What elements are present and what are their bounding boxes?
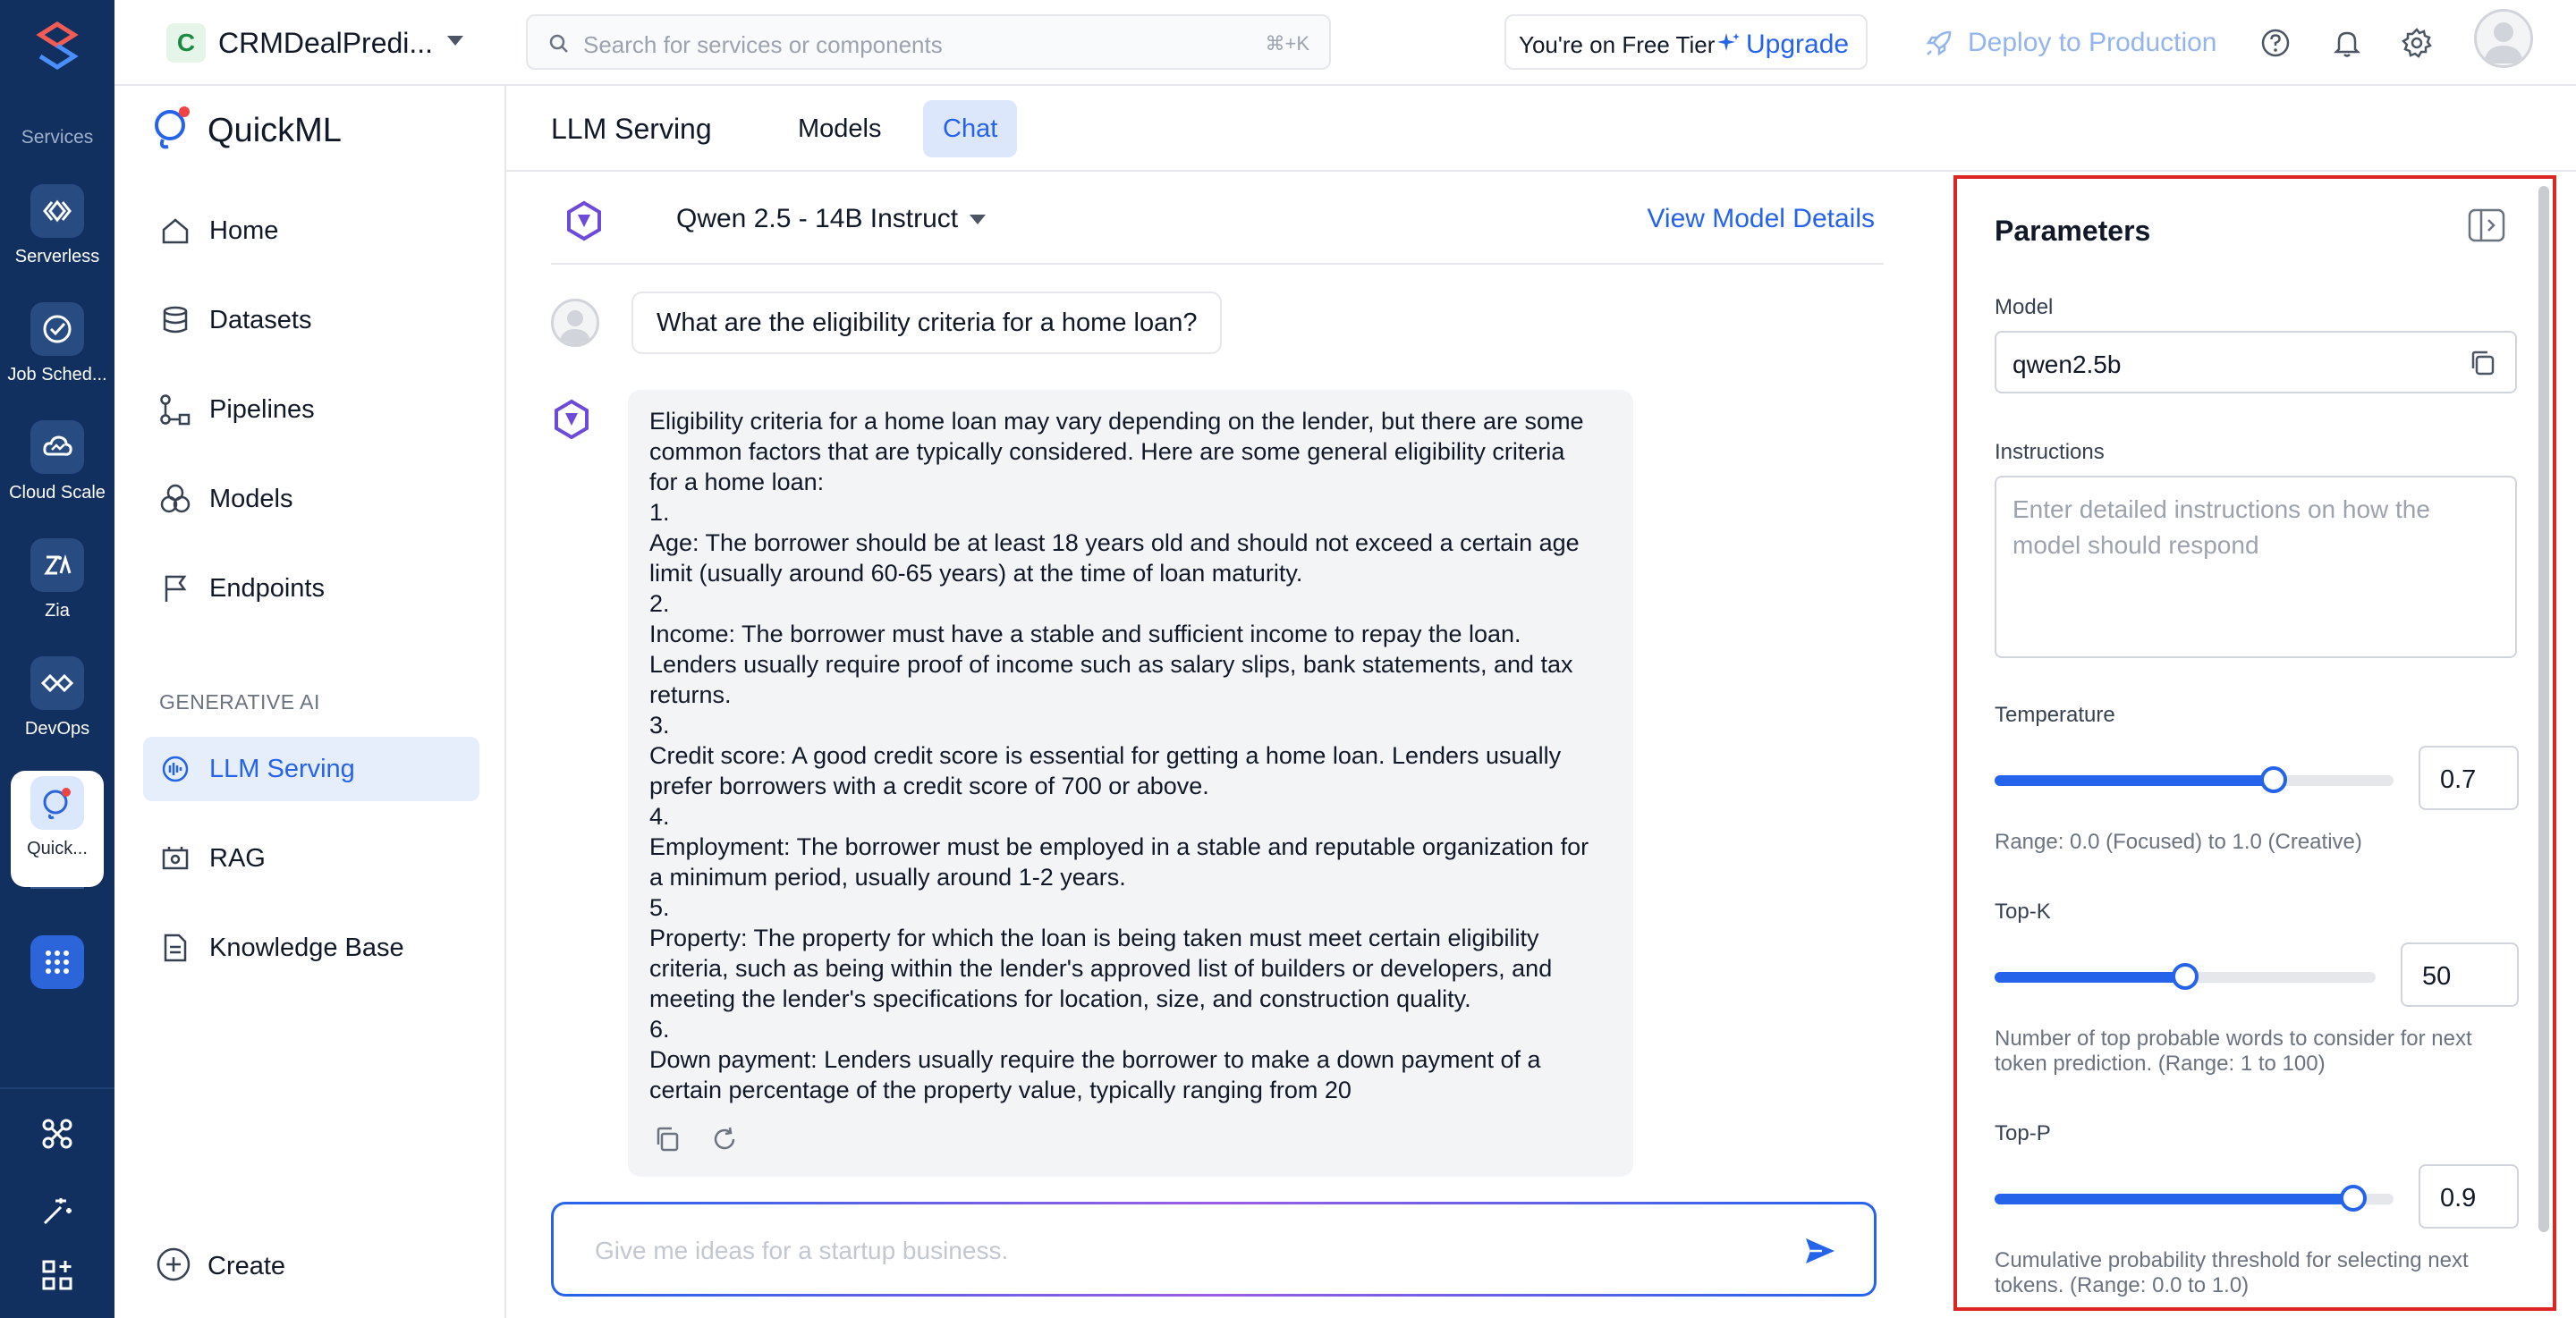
bell-icon[interactable] (2327, 23, 2367, 63)
assistant-message-line: Down payment: Lenders usually require the borrower to make a down payment of a (649, 1046, 1541, 1073)
user-avatar[interactable] (2474, 9, 2533, 68)
assistant-message-line: for a home loan: (649, 469, 825, 495)
rail-item-label: Quick... (27, 839, 88, 858)
model-selector-bar (551, 173, 1884, 265)
user-message: What are the eligibility criteria for a home loan? (631, 291, 1222, 354)
parameters-panel (1953, 175, 2556, 1311)
assistant-message-line: returns. (649, 681, 732, 708)
deploy-to-production-button[interactable] (1912, 14, 2252, 70)
assistant-message-line: 2. (649, 590, 670, 617)
chat-panel (506, 173, 1953, 1318)
assistant-message (628, 390, 1633, 1177)
nav-label: Endpoints (209, 573, 325, 603)
serverless-icon (30, 184, 84, 238)
assistant-message-line: prefer borrowers with a credit score of 700 or above. (649, 773, 1209, 799)
tab-models[interactable]: Models (798, 114, 882, 143)
copy-icon[interactable] (2469, 349, 2497, 382)
qwen-bot-avatar-icon (551, 399, 592, 444)
rail-item-zia[interactable] (0, 533, 114, 640)
assistant-message-line: certain percentage of the property value, typically ranging from 20 (649, 1077, 1352, 1103)
assistant-message-line: meeting the lender's specifications for location, size, and construction quality. (649, 985, 1471, 1012)
assistant-message-line: 3. (649, 712, 670, 739)
assistant-message-text (649, 406, 1612, 1105)
user-avatar (551, 299, 599, 347)
assistant-message-line: limit (usually around 60-65 years) at the time of loan maturity. (649, 560, 1303, 587)
zia-icon (30, 538, 84, 592)
parameters-content (1957, 179, 2537, 1307)
rocket-icon (1923, 27, 1955, 63)
model-label: Model (1995, 295, 2054, 319)
nav-item-llm-serving[interactable] (143, 737, 479, 801)
top-p-label: Top-P (1995, 1121, 2051, 1145)
llm-serving-icon (157, 751, 193, 787)
assistant-message-line: Eligibility criteria for a home loan may vary depending on the lender, but there are some (649, 408, 1584, 435)
rag-icon (157, 841, 193, 876)
project-initial-badge[interactable]: C (166, 23, 206, 63)
rail-item-label: DevOps (24, 719, 90, 739)
nav-item-home[interactable] (143, 199, 479, 263)
rail-item-label: Zia (45, 601, 70, 621)
assistant-message-line: 1. (649, 499, 670, 526)
nav-item-rag[interactable] (143, 826, 479, 891)
assistant-message-line: 4. (649, 803, 670, 830)
assistant-message-line: 5. (649, 894, 670, 921)
model-dropdown[interactable]: Qwen 2.5 - 14B Instruct (676, 204, 959, 233)
tab-chat[interactable]: Chat (923, 100, 1017, 157)
view-model-details-link[interactable]: View Model Details (1647, 204, 1875, 233)
slider-thumb[interactable] (2172, 963, 2199, 990)
assistant-message-line: Lenders usually require proof of income such as salary slips, bank statements, and tax (649, 651, 1573, 678)
services-caption: Services (21, 127, 94, 148)
nav-item-endpoints[interactable] (143, 556, 479, 621)
instructions-label: Instructions (1995, 440, 2105, 464)
top-k-slider[interactable] (1995, 962, 2376, 989)
sparkle-icon (1716, 30, 1742, 62)
message-actions (649, 1121, 764, 1157)
rail-item-serverless[interactable] (0, 179, 114, 286)
model-field[interactable] (1995, 331, 2517, 393)
quickml-brand[interactable] (150, 104, 342, 158)
nav-label: RAG (209, 843, 266, 873)
nav-label: Home (209, 215, 279, 245)
search-placeholder: Search for services or components (583, 31, 943, 58)
temperature-slider[interactable] (1995, 765, 2394, 792)
plus-circle-icon (156, 1246, 191, 1287)
nav-label: Models (209, 484, 293, 513)
quickml-sidenav (114, 86, 506, 1318)
top-k-help: Number of top probable words to consider for next token prediction. (Range: 1 to 100) (1995, 1027, 2472, 1076)
search-shortcut: ⌘+K (1265, 32, 1309, 55)
database-icon (157, 302, 193, 338)
page-title: LLM Serving (551, 113, 712, 145)
assistant-message-line: Property: The property for which the loan is being taken must meet certain eligibility (649, 925, 1539, 951)
quickml-logo-icon (150, 104, 195, 158)
job-scheduler-icon (30, 302, 84, 356)
rail-divider (30, 887, 84, 889)
nav-item-pipelines[interactable] (143, 377, 479, 442)
slider-thumb[interactable] (2340, 1185, 2367, 1212)
collapse-panel-icon[interactable] (2467, 206, 2506, 249)
slider-fill (1995, 775, 2274, 786)
project-name[interactable]: CRMDealPredi... (218, 27, 434, 59)
brand-name: QuickML (208, 112, 342, 149)
slider-thumb[interactable] (2260, 766, 2287, 793)
top-bar (114, 0, 2576, 86)
gear-icon[interactable] (2397, 23, 2436, 63)
copy-icon[interactable] (649, 1121, 685, 1157)
cloud-scale-icon (30, 420, 84, 474)
nav-item-datasets[interactable] (143, 288, 479, 352)
assistant-message-line: common factors that are typically considered. Here are some general eligibility criteria (649, 438, 1565, 465)
magic-wand-icon[interactable] (36, 1189, 79, 1232)
slider-fill (1995, 972, 2185, 983)
free-tier-banner (1504, 14, 1868, 70)
search-icon (547, 32, 571, 60)
search-input[interactable] (526, 14, 1331, 70)
top-k-label: Top-K (1995, 900, 2051, 924)
widgets-icon[interactable] (36, 1254, 79, 1297)
temperature-label: Temperature (1995, 703, 2115, 727)
nav-label: Pipelines (209, 394, 315, 424)
assistant-message-line: Employment: The borrower must be employed in a stable and reputable organization for (649, 833, 1589, 860)
parameters-title: Parameters (1995, 215, 2151, 247)
create-label: Create (208, 1252, 286, 1280)
nav-item-knowledge-base[interactable] (143, 916, 479, 980)
tier-text: You're on Free Tier (1519, 31, 1716, 58)
nav-label: Knowledge Base (209, 933, 404, 962)
instructions-textarea[interactable]: Enter detailed instructions on how the model should respond (1995, 476, 2517, 658)
help-icon[interactable] (2256, 23, 2295, 63)
devops-icon (30, 656, 84, 710)
nav-item-models[interactable] (143, 467, 479, 531)
rail-item-cloud-scale[interactable] (0, 415, 114, 522)
assistant-message-line: Credit score: A good credit score is essential for getting a home loan. Lenders usually (649, 742, 1562, 769)
top-p-help: Cumulative probability threshold for selecting next tokens. (Range: 0.0 to 1.0) (1995, 1248, 2469, 1297)
qwen-logo-icon (564, 200, 605, 246)
pipeline-icon (157, 392, 193, 427)
rail-item-label: Job Sched... (7, 365, 107, 384)
page-header (506, 86, 2576, 172)
chevron-down-icon[interactable] (447, 36, 463, 46)
rail-separator (0, 1087, 114, 1089)
services-rail (0, 0, 114, 1318)
create-button[interactable] (156, 1246, 285, 1287)
quickml-icon (30, 776, 84, 830)
deploy-label: Deploy to Production (1968, 28, 2217, 57)
send-icon[interactable] (1802, 1233, 1838, 1273)
assistant-message-line: 6. (649, 1016, 670, 1043)
assistant-message-line: criteria, such as being within the lender's approved list of builders or developers, and (649, 955, 1553, 982)
chat-input[interactable] (551, 1202, 1877, 1297)
temperature-help: Range: 0.0 (Focused) to 1.0 (Creative) (1995, 830, 2362, 854)
flag-icon (157, 570, 193, 606)
catalyst-logo-icon[interactable] (30, 20, 84, 73)
rail-item-quickml[interactable] (11, 771, 104, 887)
models-icon (157, 481, 193, 517)
home-icon (157, 213, 193, 249)
upgrade-link[interactable]: Upgrade (1746, 30, 1850, 59)
rail-item-label: Serverless (14, 247, 100, 266)
integrations-icon[interactable] (36, 1112, 79, 1155)
assistant-message-line: Income: The borrower must have a stable and sufficient income to repay the loan. (649, 621, 1521, 647)
rail-item-job-scheduler[interactable] (0, 297, 114, 404)
assistant-message-line: a minimum period, usually around 1-2 years. (649, 864, 1126, 891)
top-p-slider[interactable] (1995, 1184, 2394, 1211)
rail-item-label: Cloud Scale (9, 483, 106, 503)
nav-label: LLM Serving (209, 754, 355, 783)
assistant-message-line: Age: The borrower should be at least 18 years old and should not exceed a certain age (649, 529, 1580, 556)
top-p-input[interactable]: 0.9 (2419, 1164, 2519, 1229)
document-icon (157, 930, 193, 966)
chat-input-placeholder: Give me ideas for a startup business. (595, 1237, 1009, 1264)
model-value: qwen2.5b (2012, 351, 2122, 378)
generative-ai-section-label: GENERATIVE AI (159, 690, 320, 714)
rail-item-devops[interactable] (0, 651, 114, 758)
regenerate-icon[interactable] (707, 1121, 742, 1157)
slider-fill (1995, 1194, 2353, 1204)
chevron-down-icon[interactable] (970, 215, 986, 224)
nav-label: Datasets (209, 305, 312, 334)
temperature-input[interactable]: 0.7 (2419, 746, 2519, 810)
parameters-scrollbar[interactable] (2538, 186, 2549, 1232)
top-k-input[interactable]: 50 (2401, 942, 2519, 1007)
all-apps-grid-icon[interactable] (30, 935, 84, 989)
